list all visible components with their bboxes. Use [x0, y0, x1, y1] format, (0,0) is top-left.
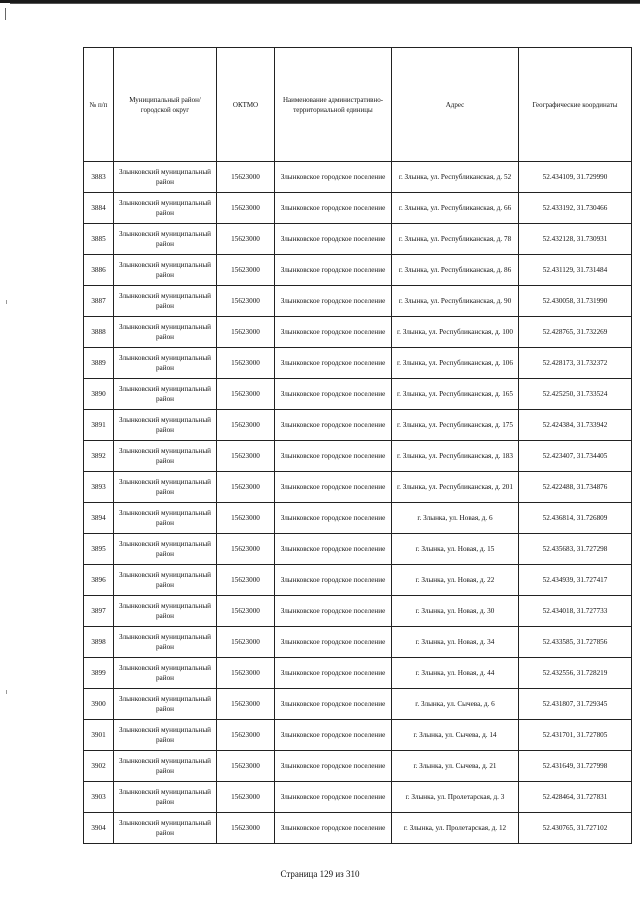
cell-unit: Злынковское городское поселение: [275, 689, 392, 720]
table-row: [84, 658, 632, 689]
cell-municipality: Злынковский муниципальный район: [114, 565, 217, 596]
cell-coords: 52.428464, 31.727831: [519, 782, 632, 813]
table-row: [84, 162, 632, 193]
table-row: [84, 751, 632, 782]
cell-oktmo: 15623000: [217, 720, 275, 751]
cell-municipality: Злынковский муниципальный район: [114, 503, 217, 534]
cell-num: 3893: [84, 472, 114, 503]
header-address: Адрес: [392, 48, 519, 162]
cell-unit: Злынковское городское поселение: [275, 193, 392, 224]
cell-municipality: Злынковский муниципальный район: [114, 410, 217, 441]
cell-oktmo: 15623000: [217, 627, 275, 658]
cell-num: 3904: [84, 813, 114, 844]
cell-unit: Злынковское городское поселение: [275, 441, 392, 472]
cell-num: 3899: [84, 658, 114, 689]
header-unit: Наименование административно-территориальной единицы: [275, 48, 392, 162]
cell-municipality: Злынковский муниципальный район: [114, 658, 217, 689]
cell-address: г. Злынка, ул. Пролетарская, д. 3: [392, 782, 519, 813]
cell-address: г. Злынка, ул. Республиканская, д. 165: [392, 379, 519, 410]
cell-address: г. Злынка, ул. Республиканская, д. 175: [392, 410, 519, 441]
cell-municipality: Злынковский муниципальный район: [114, 317, 217, 348]
cell-oktmo: 15623000: [217, 689, 275, 720]
table-row: [84, 472, 632, 503]
cell-municipality: Злынковский муниципальный район: [114, 286, 217, 317]
cell-coords: 52.431649, 31.727998: [519, 751, 632, 782]
scan-margin-marks: [2, 0, 10, 905]
cell-oktmo: 15623000: [217, 317, 275, 348]
cell-unit: Злынковское городское поселение: [275, 658, 392, 689]
cell-address: г. Злынка, ул. Новая, д. 22: [392, 565, 519, 596]
cell-num: 3887: [84, 286, 114, 317]
header-coords: Географические координаты: [519, 48, 632, 162]
cell-unit: Злынковское городское поселение: [275, 720, 392, 751]
cell-municipality: Злынковский муниципальный район: [114, 596, 217, 627]
table-row: [84, 410, 632, 441]
table-row: [84, 348, 632, 379]
table-row: [84, 565, 632, 596]
cell-num: 3890: [84, 379, 114, 410]
cell-municipality: Злынковский муниципальный район: [114, 751, 217, 782]
cell-address: г. Злынка, ул. Новая, д. 34: [392, 627, 519, 658]
cell-coords: 52.433192, 31.730466: [519, 193, 632, 224]
table-row: [84, 255, 632, 286]
margin-mark: [6, 690, 7, 694]
cell-municipality: Злынковский муниципальный район: [114, 627, 217, 658]
cell-num: 3898: [84, 627, 114, 658]
cell-unit: Злынковское городское поселение: [275, 813, 392, 844]
cell-num: 3897: [84, 596, 114, 627]
cell-unit: Злынковское городское поселение: [275, 224, 392, 255]
cell-municipality: Злынковский муниципальный район: [114, 162, 217, 193]
cell-coords: 52.434018, 31.727733: [519, 596, 632, 627]
table-row: [84, 379, 632, 410]
header-oktmo: ОКТМО: [217, 48, 275, 162]
cell-address: г. Злынка, ул. Республиканская, д. 90: [392, 286, 519, 317]
table-row: [84, 224, 632, 255]
cell-coords: 52.428765, 31.732269: [519, 317, 632, 348]
cell-coords: 52.428173, 31.732372: [519, 348, 632, 379]
cell-address: г. Злынка, ул. Сычева, д. 14: [392, 720, 519, 751]
table-row: [84, 503, 632, 534]
cell-num: 3901: [84, 720, 114, 751]
table-header-row: [84, 48, 632, 162]
table-body: [84, 162, 632, 844]
cell-municipality: Злынковский муниципальный район: [114, 224, 217, 255]
cell-municipality: Злынковский муниципальный район: [114, 534, 217, 565]
table-row: [84, 689, 632, 720]
cell-coords: 52.435683, 31.727298: [519, 534, 632, 565]
cell-num: 3902: [84, 751, 114, 782]
cell-municipality: Злынковский муниципальный район: [114, 193, 217, 224]
cell-num: 3886: [84, 255, 114, 286]
cell-unit: Злынковское городское поселение: [275, 162, 392, 193]
cell-oktmo: 15623000: [217, 255, 275, 286]
cell-unit: Злынковское городское поселение: [275, 348, 392, 379]
cell-municipality: Злынковский муниципальный район: [114, 813, 217, 844]
cell-num: 3900: [84, 689, 114, 720]
cell-unit: Злынковское городское поселение: [275, 472, 392, 503]
table-row: [84, 720, 632, 751]
cell-coords: 52.432556, 31.728219: [519, 658, 632, 689]
cell-address: г. Злынка, ул. Республиканская, д. 66: [392, 193, 519, 224]
cell-num: 3892: [84, 441, 114, 472]
table-row: [84, 627, 632, 658]
margin-mark: [6, 300, 7, 304]
cell-unit: Злынковское городское поселение: [275, 596, 392, 627]
cell-oktmo: 15623000: [217, 193, 275, 224]
cell-coords: 52.433585, 31.727856: [519, 627, 632, 658]
cell-address: г. Злынка, ул. Новая, д. 15: [392, 534, 519, 565]
cell-unit: Злынковское городское поселение: [275, 286, 392, 317]
page-number: Страница 129 из 310: [280, 869, 360, 879]
cell-unit: Злынковское городское поселение: [275, 379, 392, 410]
table-row: [84, 596, 632, 627]
cell-address: г. Злынка, ул. Республиканская, д. 100: [392, 317, 519, 348]
cell-address: г. Злынка, ул. Новая, д. 6: [392, 503, 519, 534]
cell-municipality: Злынковский муниципальный район: [114, 441, 217, 472]
cell-oktmo: 15623000: [217, 410, 275, 441]
scan-top-bar: [0, 0, 640, 3]
cell-coords: 52.436814, 31.726809: [519, 503, 632, 534]
cell-num: 3894: [84, 503, 114, 534]
cell-municipality: Злынковский муниципальный район: [114, 689, 217, 720]
cell-unit: Злынковское городское поселение: [275, 751, 392, 782]
cell-oktmo: 15623000: [217, 348, 275, 379]
cell-oktmo: 15623000: [217, 813, 275, 844]
cell-coords: 52.425250, 31.733524: [519, 379, 632, 410]
cell-num: 3891: [84, 410, 114, 441]
cell-oktmo: 15623000: [217, 596, 275, 627]
cell-address: г. Злынка, ул. Республиканская, д. 78: [392, 224, 519, 255]
cell-unit: Злынковское городское поселение: [275, 534, 392, 565]
scan-top-line: [10, 3, 640, 4]
cell-unit: Злынковское городское поселение: [275, 565, 392, 596]
registry-table: [83, 47, 632, 844]
cell-num: 3896: [84, 565, 114, 596]
cell-oktmo: 15623000: [217, 441, 275, 472]
cell-coords: 52.422488, 31.734876: [519, 472, 632, 503]
cell-oktmo: 15623000: [217, 503, 275, 534]
scan-top-edge: [0, 0, 640, 24]
cell-address: г. Злынка, ул. Пролетарская, д. 12: [392, 813, 519, 844]
cell-coords: 52.431129, 31.731484: [519, 255, 632, 286]
cell-unit: Злынковское городское поселение: [275, 627, 392, 658]
margin-mark: [5, 8, 6, 20]
cell-municipality: Злынковский муниципальный район: [114, 782, 217, 813]
cell-oktmo: 15623000: [217, 782, 275, 813]
table-row: [84, 317, 632, 348]
cell-oktmo: 15623000: [217, 658, 275, 689]
cell-unit: Злынковское городское поселение: [275, 317, 392, 348]
cell-coords: 52.431807, 31.729345: [519, 689, 632, 720]
cell-address: г. Злынка, ул. Республиканская, д. 106: [392, 348, 519, 379]
cell-coords: 52.430765, 31.727102: [519, 813, 632, 844]
cell-coords: 52.432128, 31.730931: [519, 224, 632, 255]
cell-municipality: Злынковский муниципальный район: [114, 472, 217, 503]
cell-num: 3889: [84, 348, 114, 379]
cell-address: г. Злынка, ул. Сычева, д. 21: [392, 751, 519, 782]
cell-address: г. Злынка, ул. Республиканская, д. 86: [392, 255, 519, 286]
cell-oktmo: 15623000: [217, 751, 275, 782]
header-municipality: Муниципальный район/городской округ: [114, 48, 217, 162]
cell-num: 3895: [84, 534, 114, 565]
cell-coords: 52.431701, 31.727805: [519, 720, 632, 751]
cell-oktmo: 15623000: [217, 379, 275, 410]
cell-address: г. Злынка, ул. Новая, д. 30: [392, 596, 519, 627]
cell-address: г. Злынка, ул. Республиканская, д. 201: [392, 472, 519, 503]
table-row: [84, 813, 632, 844]
table-header: [84, 48, 632, 162]
table-row: [84, 286, 632, 317]
cell-num: 3883: [84, 162, 114, 193]
cell-unit: Злынковское городское поселение: [275, 782, 392, 813]
cell-unit: Злынковское городское поселение: [275, 410, 392, 441]
cell-coords: 52.430058, 31.731990: [519, 286, 632, 317]
cell-municipality: Злынковский муниципальный район: [114, 720, 217, 751]
table-row: [84, 534, 632, 565]
cell-unit: Злынковское городское поселение: [275, 255, 392, 286]
cell-oktmo: 15623000: [217, 565, 275, 596]
cell-municipality: Злынковский муниципальный район: [114, 255, 217, 286]
cell-unit: Злынковское городское поселение: [275, 503, 392, 534]
cell-num: 3885: [84, 224, 114, 255]
cell-oktmo: 15623000: [217, 224, 275, 255]
table-row: [84, 782, 632, 813]
cell-address: г. Злынка, ул. Республиканская, д. 183: [392, 441, 519, 472]
cell-address: г. Злынка, ул. Республиканская, д. 52: [392, 162, 519, 193]
table-row: [84, 441, 632, 472]
cell-num: 3888: [84, 317, 114, 348]
cell-oktmo: 15623000: [217, 534, 275, 565]
cell-num: 3903: [84, 782, 114, 813]
cell-municipality: Злынковский муниципальный район: [114, 348, 217, 379]
cell-coords: 52.434109, 31.729990: [519, 162, 632, 193]
cell-oktmo: 15623000: [217, 472, 275, 503]
table-row: [84, 193, 632, 224]
cell-oktmo: 15623000: [217, 162, 275, 193]
cell-coords: 52.423407, 31.734405: [519, 441, 632, 472]
cell-num: 3884: [84, 193, 114, 224]
cell-coords: 52.434939, 31.727417: [519, 565, 632, 596]
cell-municipality: Злынковский муниципальный район: [114, 379, 217, 410]
cell-coords: 52.424384, 31.733942: [519, 410, 632, 441]
cell-address: г. Злынка, ул. Новая, д. 44: [392, 658, 519, 689]
cell-address: г. Злынка, ул. Сычева, д. 6: [392, 689, 519, 720]
header-num: № п/п: [84, 48, 114, 162]
cell-oktmo: 15623000: [217, 286, 275, 317]
